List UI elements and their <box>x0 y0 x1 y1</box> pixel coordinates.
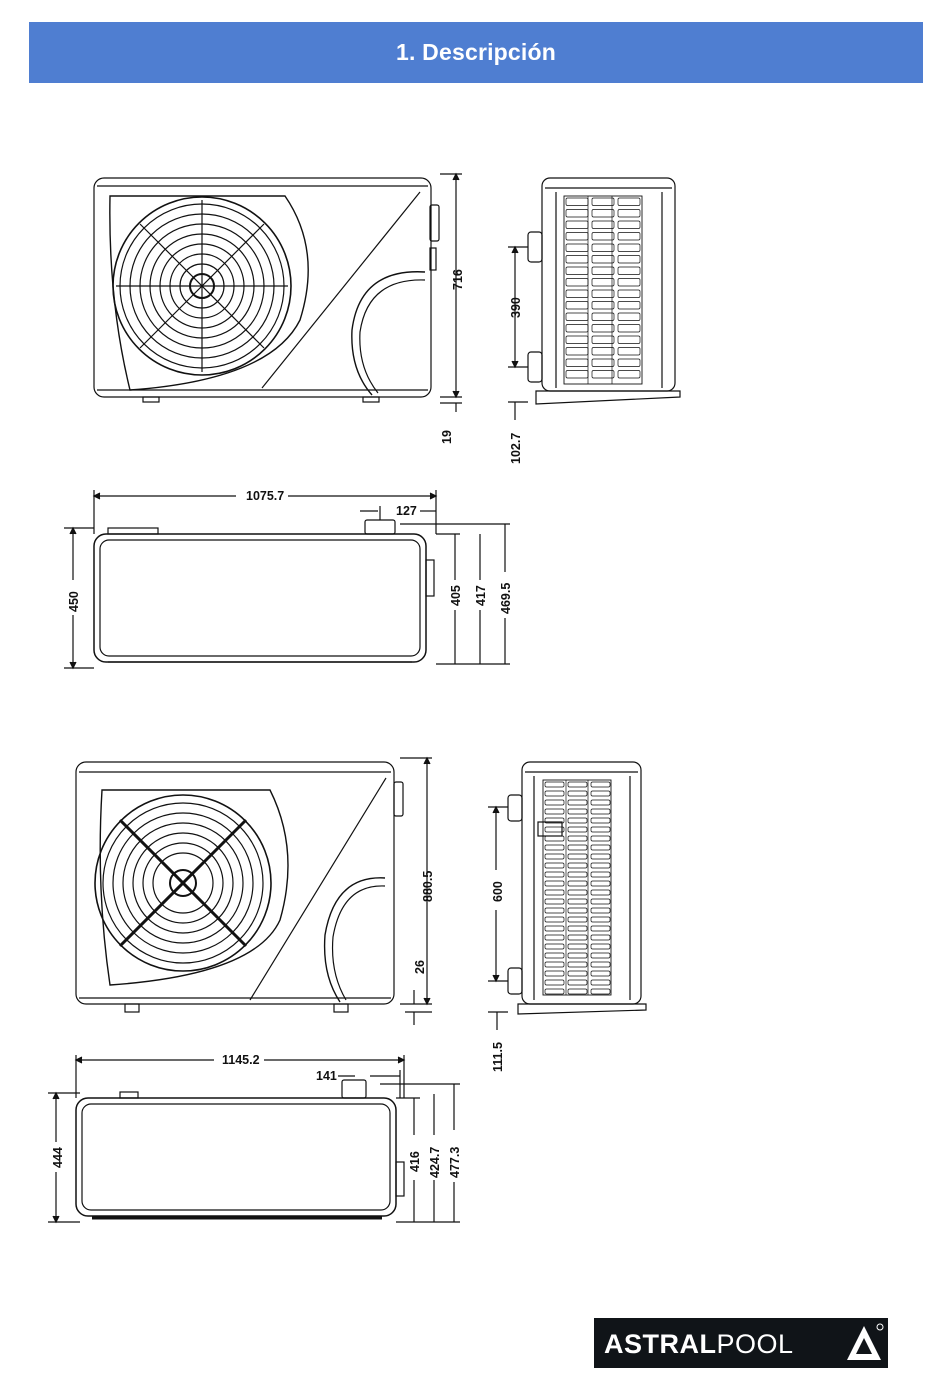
dim-small-side-spacing: 390 <box>509 297 523 318</box>
dim-small-top-depth-c: 469.5 <box>499 582 513 614</box>
dim-large-top-depth: 444 <box>51 1147 65 1168</box>
dim-large-top-depth-a: 416 <box>408 1151 422 1172</box>
dim-large-top-width: 1145.2 <box>222 1053 260 1067</box>
dim-small-top-depth: 450 <box>67 591 81 612</box>
dim-large-front-foot: 26 <box>413 960 427 974</box>
dim-large-side-foot: 111.5 <box>491 1042 505 1072</box>
small-side-view <box>508 178 680 420</box>
dim-large-top-offset: 141 <box>316 1069 337 1083</box>
dim-small-front-foot: 19 <box>440 430 454 444</box>
dim-small-top-depth-b: 417 <box>474 585 488 606</box>
large-side-view <box>488 762 646 1030</box>
dim-large-top-depth-c: 477.3 <box>448 1146 462 1178</box>
large-front-view <box>76 758 432 1025</box>
logo-wordmark: ASTRALPOOL <box>604 1329 794 1359</box>
large-top-view <box>48 1055 460 1222</box>
dim-small-top-depth-a: 405 <box>449 585 463 606</box>
section-title: 1. Descripción <box>395 39 557 65</box>
dim-small-top-width: 1075.7 <box>246 489 285 503</box>
dim-large-side-spacing: 600 <box>491 881 505 902</box>
dim-small-front-height: 716 <box>451 269 465 290</box>
small-top-view <box>64 490 510 668</box>
dim-large-top-depth-b: 424.7 <box>428 1146 442 1178</box>
dim-large-front-height: 880.5 <box>421 870 435 902</box>
small-front-view <box>94 174 462 412</box>
dim-small-top-offset: 127 <box>396 504 417 518</box>
astralpool-logo <box>594 1318 888 1368</box>
dim-small-side-foot: 102.7 <box>509 432 523 464</box>
triangle-logo-icon <box>844 1322 884 1364</box>
